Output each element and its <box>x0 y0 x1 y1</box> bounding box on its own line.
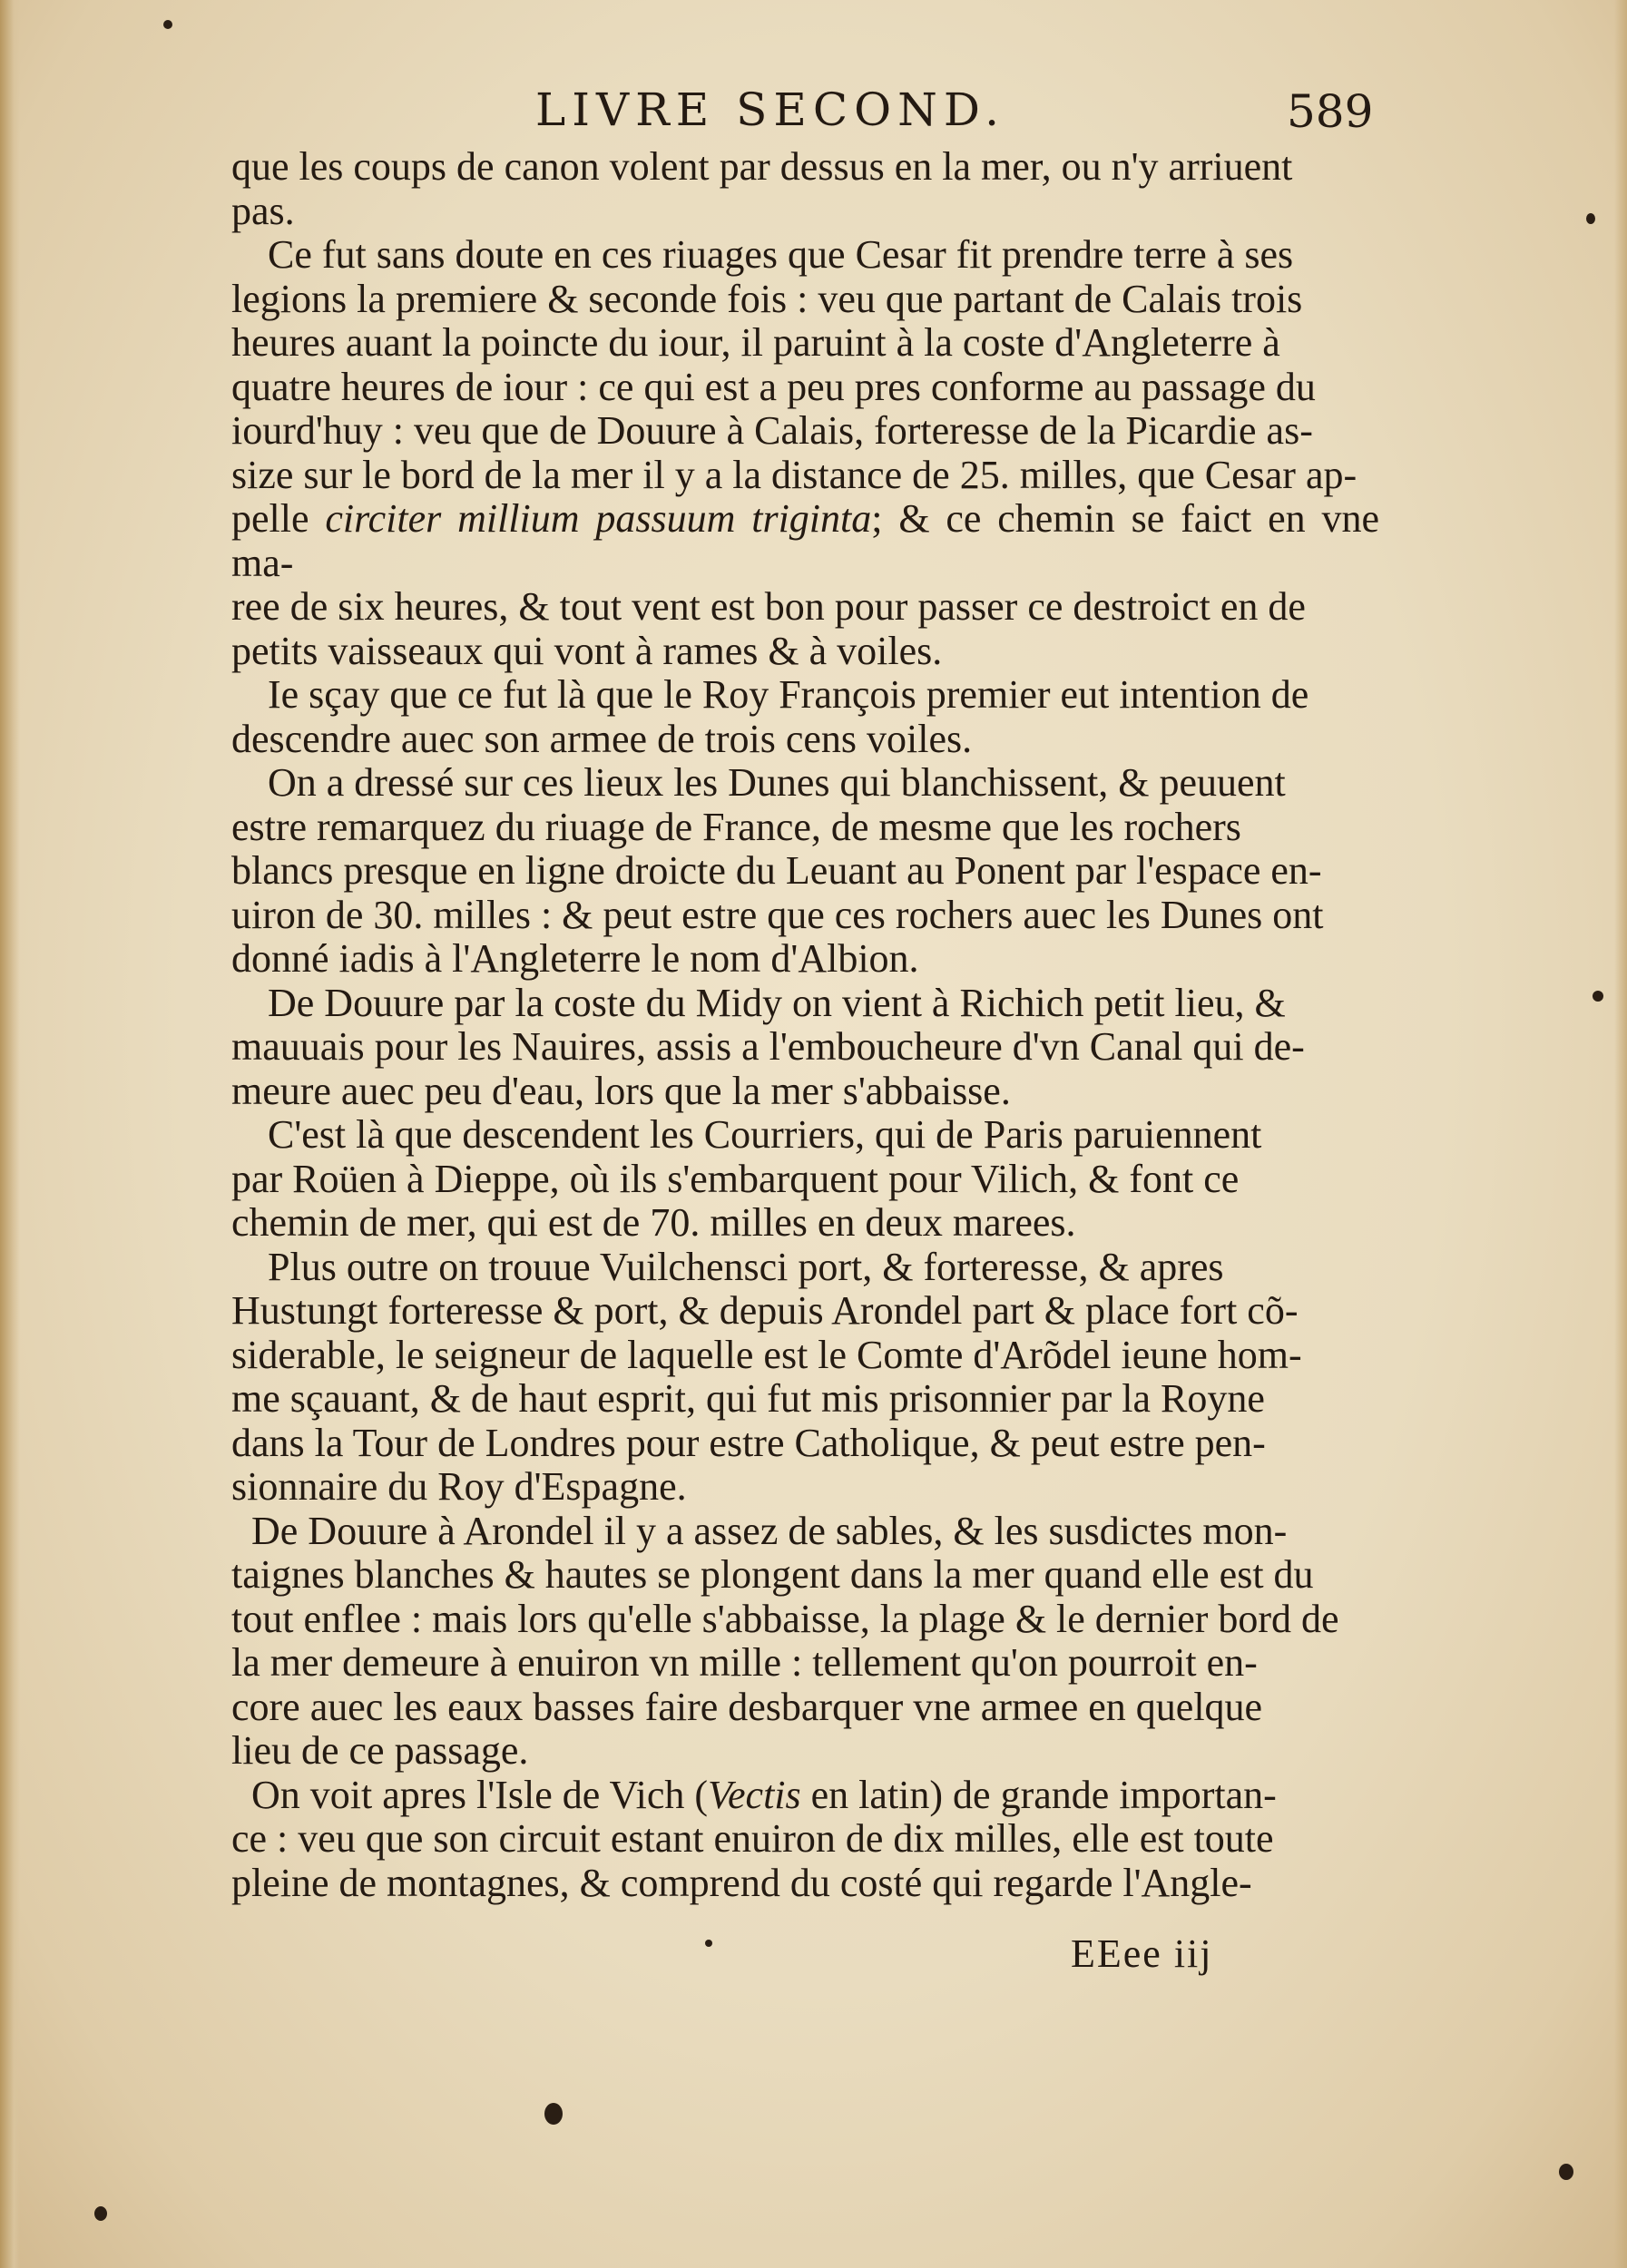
paragraph-5 <box>231 982 1379 1114</box>
ink-spot <box>705 1940 712 1947</box>
paragraph-7 <box>231 1246 1379 1510</box>
ink-spot <box>544 2103 563 2125</box>
paragraph-3-text: Ie sçay que ce fut là que le Roy François premier eut intention de descendre auec son armee de trois cens voiles. <box>231 672 1309 761</box>
paragraph-9-text-a: On voit apres l'Isle de Vich ( <box>251 1772 709 1817</box>
paragraph-2 <box>231 233 1379 673</box>
ink-spot <box>94 2206 107 2221</box>
paragraph-2-text-b: ; & ce chemin se faict en vne ma- ree de six heures, & tout vent est bon pour passer ce destroict en de petits vaisseaux qui vont à rames & à voiles. <box>231 496 1380 673</box>
paragraph-1-text: que les coups de canon volent par dessus en la mer, ou n'y arriuent pas. <box>231 144 1293 233</box>
page-edge-right <box>1614 0 1627 2268</box>
paragraph-5-text: De Douure par la coste du Midy on vient à Richich petit lieu, & mauuais pour les Nauires, assis a l'emboucheure d'vn Canal qui de- meure auec peu d'eau, lors que la mer s'abbaisse. <box>231 980 1305 1113</box>
paragraph-9-text-b: en latin) de grande importan- ce : veu que son circuit estant enuiron de dix milles, elle est toute pleine de montagnes, & comprend du costé qui regarde l'Angle- <box>231 1772 1277 1905</box>
paragraph-8 <box>231 1510 1379 1774</box>
ink-spot <box>163 20 172 29</box>
page-edge-left <box>0 0 20 2268</box>
paragraph-6 <box>231 1113 1379 1246</box>
latin-word-vectis: Vectis <box>708 1772 801 1817</box>
latin-phrase: circiter millium passuum triginta <box>325 496 872 541</box>
signature-mark: EEee iij <box>1071 1931 1213 1976</box>
paragraph-4-text: On a dressé sur ces lieux les Dunes qui blanchissent, & peuuent estre remarquez du riuage de France, de mesme que les rochers blancs presque en ligne droicte du Leuant au Ponent par l'espace en- uiron de 30. milles : & peut estre que ces rochers auec les Dunes ont donné iadis à l'Angleterre le nom d'Albion. <box>231 760 1324 981</box>
paragraph-2-text-a: Ce fut sans doute en ces riuages que Cesar fit prendre terre à ses legions la premiere & seconde fois : veu que partant de Calais trois heures auant la poincte du iour, il paruint à la coste d'Angleterre à quatre heures de iour : ce qui est a peu pres conforme au passage du iourd'huy : veu que de Douure à Calais, forteresse de la Picardie as- size sur le bord de la mer il y a la distance de 25. milles, que Cesar ap- pelle <box>231 232 1357 541</box>
body-text <box>231 145 1379 1905</box>
ink-spot <box>1586 213 1595 224</box>
paragraph-1 <box>231 145 1379 233</box>
running-title: LIVRE SECOND. <box>535 83 1006 136</box>
paragraph-3 <box>231 673 1379 761</box>
ink-spot <box>1593 991 1603 1002</box>
paragraph-6-text: C'est là que descendent les Courriers, qui de Paris paruiennent par Roüen à Dieppe, où ils s'embarquent pour Vilich, & font ce chemin de mer, qui est de 70. milles en deux marees. <box>231 1112 1262 1245</box>
paragraph-7-text: Plus outre on trouue Vuilchensci port, & forteresse, & apres Hustungt forteresse & port, & depuis Arondel part & place fort cõ- siderable, le seigneur de laquelle est le Comte d'Arõdel ieune hom- me sçauant, & de haut esprit, qui fut mis prisonnier par la Royne dans la Tour de Londres pour estre Catholique, & peut estre pen- sionnaire du Roy d'Espagne. <box>231 1244 1302 1509</box>
paragraph-8-text: De Douure à Arondel il y a assez de sables, & les susdictes mon- taignes blanches & hautes se plongent dans la mer quand elle est du tout enflee : mais lors qu'elle s'abbaisse, la plage & le dernier bord de la mer demeure à enuiron vn mille : tellement qu'on pourroit en- core auec les eaux basses faire desbarquer vne armee en quelque lieu de ce passage. <box>231 1508 1339 1773</box>
ink-spot <box>1559 2164 1573 2180</box>
paragraph-4 <box>231 761 1379 982</box>
paragraph-9 <box>231 1774 1379 1906</box>
page-number: 589 <box>1287 85 1374 138</box>
